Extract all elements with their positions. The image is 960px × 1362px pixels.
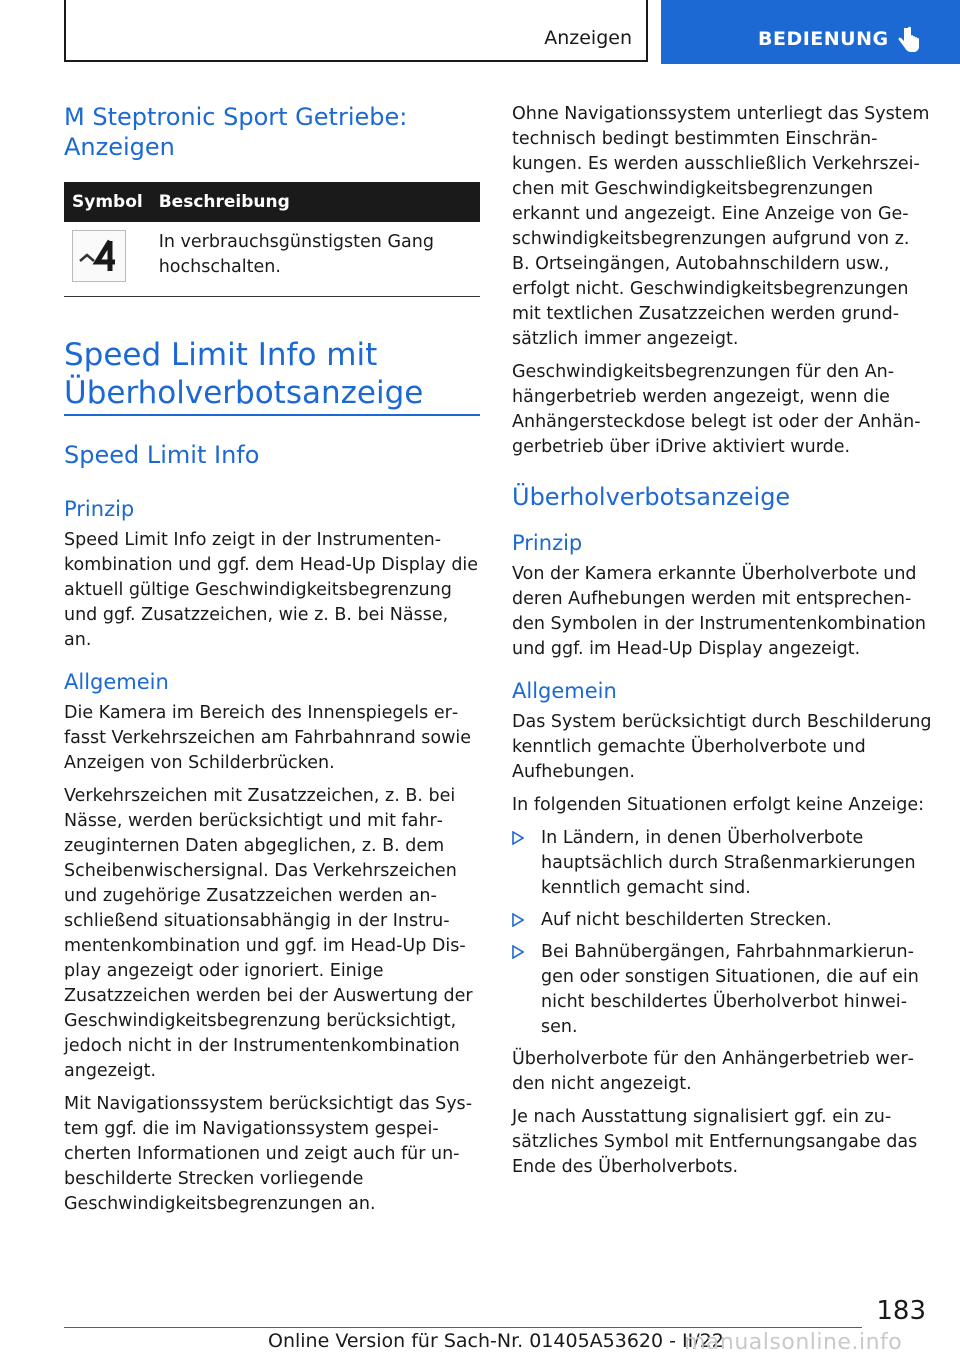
list-item (512, 826, 932, 901)
chapter-title: BEDIENUNG (758, 28, 889, 50)
paragraph-prinzip: Speed Limit Info zeigt in der Instrumentenkombination und ggf. dem Head-Up Display die aktuell gültige Geschwindigkeitsbegrenzung und ggf. Zusatzzeichen, wie z. B. bei Nässe, an. (64, 530, 479, 650)
hand-pointing-icon (897, 26, 921, 54)
heading-m-steptronic: M Steptronic Sport Getriebe: Anzeigen (64, 103, 408, 161)
list-item-text: In Ländern, in denen Überholverbote hauptsächlich durch Straßenmarkierungen kenntlich gemacht sind. (541, 828, 916, 898)
table-header-symbol: Symbol (64, 182, 151, 222)
footer-rule (64, 1327, 862, 1328)
heading-rule (64, 414, 480, 416)
table-header-description: Beschreibung (151, 182, 480, 222)
page-number: 183 (876, 1296, 926, 1326)
section-title: Anzeigen (544, 27, 632, 49)
list-item-text: Bei Bahnübergängen, Fahrbahnmarkierungen oder sonstigen Situationen, die auf ein nicht beschildertes Überholverbot hinweisen. (541, 942, 919, 1037)
paragraph-allgemein-right-1: Das System berücksichtigt durch Beschilderung kenntlich gemachte Überholverbote und Aufhebungen. (512, 712, 932, 782)
list-item-text: Auf nicht beschilderten Strecken. (541, 910, 832, 930)
paragraph-prinzip-right: Von der Kamera erkannte Überholverbote und deren Aufhebungen werden mit entsprechenden Symbolen in der Instrumentenkombination und ggf. im Head-Up Display angezeigt. (512, 564, 927, 659)
paragraph-allgemein-2: Verkehrszeichen mit Zusatzzeichen, z. B. bei Nässe, werden berücksichtigt und mit fahrzeuginternen Daten abgeglichen, z. B. dem Scheibenwischersignal. Das Verkehrszeichen und zugehörige Zusatzzeichen werden anschließend situationsabhängig in der Instrumentenkombination und ggf. im Head-Up Display angezeigt oder ignoriert. Einige Zusatzzeichen werden bei der Auswertung der Geschwindigkeitsbegrenzung berücksichtigt, jedoch nicht in der Instrumentenkombination angezeigt. (64, 786, 473, 1081)
heading-allgemein: Allgemein (64, 670, 169, 694)
section-tab (64, 0, 648, 62)
heading-allgemein-right: Allgemein (512, 679, 617, 703)
paragraph-allgemein-1: Die Kamera im Bereich des Innenspiegels erfasst Verkehrszeichen am Fahrbahnrand sowie Anzeigen von Schilderbrücken. (64, 703, 472, 773)
paragraph-anhaenger-2: Überholverbote für den Anhängerbetrieb werden nicht angezeigt. (512, 1049, 914, 1094)
chapter-tab (661, 0, 960, 64)
online-version-text: Online Version für Sach-Nr. 01405A53620 - II/22 (268, 1330, 724, 1352)
page-header (0, 0, 960, 66)
heading-speed-limit-info-main: Speed Limit Info mit Überholverbotsanzeige (64, 337, 424, 411)
triangle-bullet-icon (512, 831, 524, 845)
left-body (64, 496, 480, 1217)
list-item (512, 908, 932, 933)
heading-speed-limit-info: Speed Limit Info (64, 441, 260, 469)
right-body (512, 102, 932, 1180)
list-item (512, 940, 932, 1040)
table-row (64, 222, 480, 297)
gear-upshift-4-icon (72, 230, 126, 282)
heading-prinzip: Prinzip (64, 497, 135, 521)
triangle-bullet-icon (512, 945, 524, 959)
table-cell-description: In verbrauchsgünstigsten Gang hochschalten. (151, 222, 480, 297)
paragraph-allgemein-3: Mit Navigationssystem berücksichtigt das System ggf. die im Navigationssystem gespeicherten Informationen und zeigt auch für unbeschilderte Strecken vorliegende Geschwindigkeitsbegrenzungen an. (64, 1094, 473, 1214)
situation-list (512, 826, 932, 1040)
paragraph-ende: Je nach Ausstattung signalisiert ggf. ein zusätzliches Symbol mit Entfernungsangabe das Ende des Überholverbots. (512, 1107, 918, 1177)
paragraph-anhaenger: Geschwindigkeitsbegrenzungen für den Anhängerbetrieb werden angezeigt, wenn die Anhängersteckdose belegt ist oder der Anhängerbetrieb über iDrive aktiviert wurde. (512, 362, 921, 457)
paragraph-ohne-navi: Ohne Navigationssystem unterliegt das System technisch bedingt bestimmten Einschränkungen. Es werden ausschließlich Verkehrszeichen mit Geschwindigkeitsbegrenzungen erkannt und angezeigt. Eine Anzeige von Geschwindigkeitsbegrenzungen aufgrund von z. B. Ortseingängen, Autobahnschildern usw., erfolgt nicht. Geschwindigkeitsbegrenzungen mit textlichen Zusatzzeichen werden grundsätzlich immer angezeigt. (512, 104, 930, 349)
symbol-table (64, 182, 480, 297)
heading-ueberholverbotsanzeige: Überholverbotsanzeige (512, 483, 791, 511)
paragraph-allgemein-right-2: In folgenden Situationen erfolgt keine Anzeige: (512, 795, 925, 815)
heading-prinzip-right: Prinzip (512, 531, 583, 555)
watermark: manualsonline.info (684, 1330, 903, 1355)
triangle-bullet-icon (512, 913, 524, 927)
